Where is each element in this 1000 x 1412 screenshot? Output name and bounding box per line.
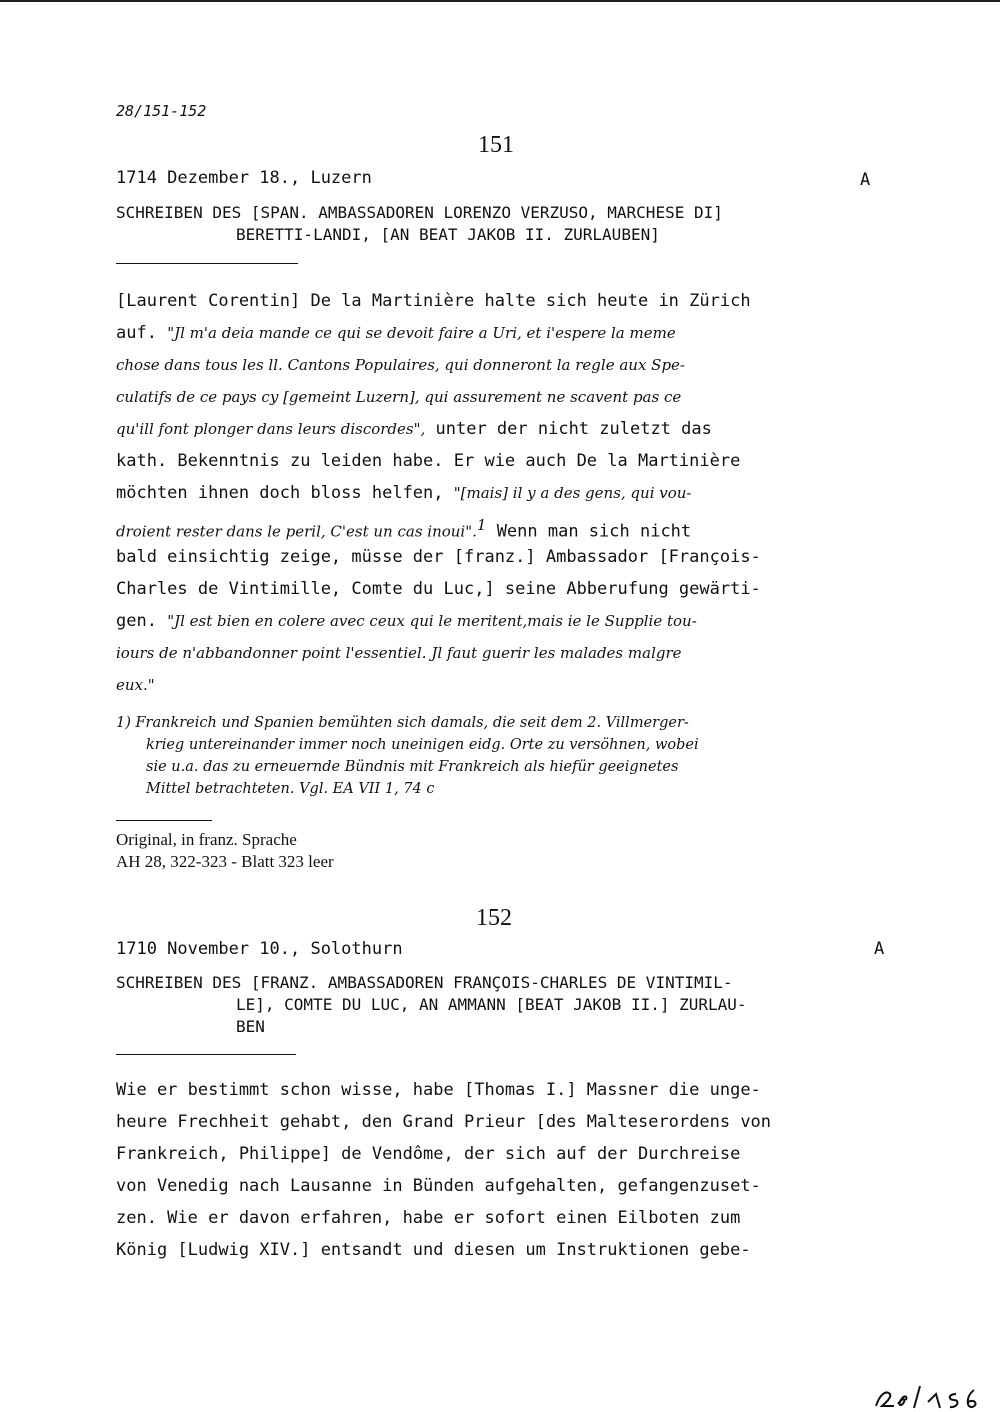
body-line: Frankreich, Philippe] de Vendôme, der sich auf der Durchreise — [116, 1144, 741, 1164]
body-line: von Venedig nach Lausanne in Bünden aufgehalten, gefangenzuset- — [116, 1176, 761, 1196]
title-line: LE], COMTE DU LUC, AN AMMANN [BEAT JAKOB II.] ZURLAU- — [236, 995, 747, 1014]
quote-text: qu'ill font plonger dans leurs discordes", — [116, 420, 426, 438]
footnote-line: 1) Frankreich und Spanien bemühten sich damals, die seit dem 2. Villmerger- — [116, 715, 689, 731]
body-line — [116, 605, 880, 637]
separator-rule — [116, 1054, 296, 1055]
title-line: SCHREIBEN DES [SPAN. AMBASSADOREN LORENZO VERZUSO, MARCHESE DI] — [116, 203, 723, 222]
body-line: Charles de Vintimille, Comte du Luc,] seine Abberufung gewärti- — [116, 579, 761, 599]
body-line — [116, 509, 880, 541]
footnote-marker: 1 — [476, 516, 487, 534]
handwritten-folio-number — [870, 1380, 990, 1410]
document-number: 152 — [476, 905, 512, 931]
body-line — [116, 317, 880, 349]
document-title — [116, 972, 880, 1038]
separator-rule — [116, 263, 298, 264]
footnote-line: sie u.a. das zu erneuernde Bündnis mit Frankreich als hiefür geeignetes — [146, 759, 679, 775]
archive-reference: AH 28, 322-323 - Blatt 323 leer — [116, 852, 334, 871]
body-line: heure Frechheit gehabt, den Grand Prieur [des Malteserordens von — [116, 1112, 772, 1132]
document-body — [116, 1074, 880, 1266]
source-note: Original, in franz. Sprache — [116, 830, 297, 849]
quote-line: culatifs de ce pays cy [gemeint Luzern], qui assurement ne scavent pas ce — [116, 388, 682, 406]
body-text: unter der nicht zuletzt das — [425, 419, 712, 439]
date-place: 1710 November 10., Solothurn — [116, 939, 403, 959]
footnote — [116, 712, 886, 800]
date-place: 1714 Dezember 18., Luzern — [116, 168, 372, 188]
quote-line: iours de n'abbandonner point l'essentiel. Jl faut guerir les malades malgre — [116, 644, 682, 662]
body-line: König [Ludwig XIV.] entsandt und diesen um Instruktionen gebe- — [116, 1240, 751, 1260]
page-reference: 28/151-152 — [116, 102, 207, 120]
body-line: [Laurent Corentin] De la Martinière halte sich heute in Zürich — [116, 291, 751, 311]
quote-text: "[mais] il y a des gens, qui vou- — [453, 484, 692, 502]
body-line: Wie er bestimmt schon wisse, habe [Thomas I.] Massner die unge- — [116, 1080, 761, 1100]
quote-text: "Jl m'a deia mande ce qui se devoit faire a Uri, et i'espere la meme — [167, 324, 676, 342]
title-line: BERETTI-LANDI, [AN BEAT JAKOB II. ZURLAUBEN] — [236, 225, 660, 244]
quote-line: eux." — [116, 676, 155, 694]
document-title — [116, 202, 880, 246]
type-mark: A — [874, 939, 885, 959]
type-mark: A — [860, 170, 871, 190]
body-text: Wenn man sich nicht — [486, 521, 692, 542]
title-line: BEN — [236, 1017, 265, 1036]
body-line — [116, 413, 880, 445]
footnote-line: krieg untereinander immer noch uneinigen eidg. Orte zu versöhnen, wobei — [146, 737, 699, 753]
body-line: zen. Wie er davon erfahren, habe er sofort einen Eilboten zum — [116, 1208, 741, 1228]
title-line: SCHREIBEN DES [FRANZ. AMBASSADOREN FRANÇOIS-CHARLES DE VINTIMIL- — [116, 973, 733, 992]
document-body — [116, 285, 880, 701]
body-text: möchten ihnen doch bloss helfen, — [116, 483, 454, 503]
scan-top-edge — [0, 0, 1000, 2]
body-line: kath. Bekenntnis zu leiden habe. Er wie auch De la Martinière — [116, 451, 741, 471]
quote-text: droient rester dans le peril, C'est un cas inoui". — [116, 522, 477, 541]
body-line: bald einsichtig zeige, müsse der [franz.] Ambassador [François- — [116, 547, 761, 567]
body-text: auf. — [116, 323, 168, 343]
footnote-line: Mittel betrachteten. Vgl. EA VII 1, 74 c — [146, 781, 435, 797]
document-number: 151 — [478, 132, 514, 158]
body-text: gen. — [116, 611, 168, 631]
quote-text: "Jl est bien en colere avec ceux qui le meritent,mais ie le Supplie tou- — [167, 612, 697, 630]
separator-rule — [116, 820, 212, 821]
quote-line: chose dans tous les ll. Cantons Populaires, qui donneront la regle aux Spe- — [116, 356, 685, 374]
body-line — [116, 477, 880, 509]
